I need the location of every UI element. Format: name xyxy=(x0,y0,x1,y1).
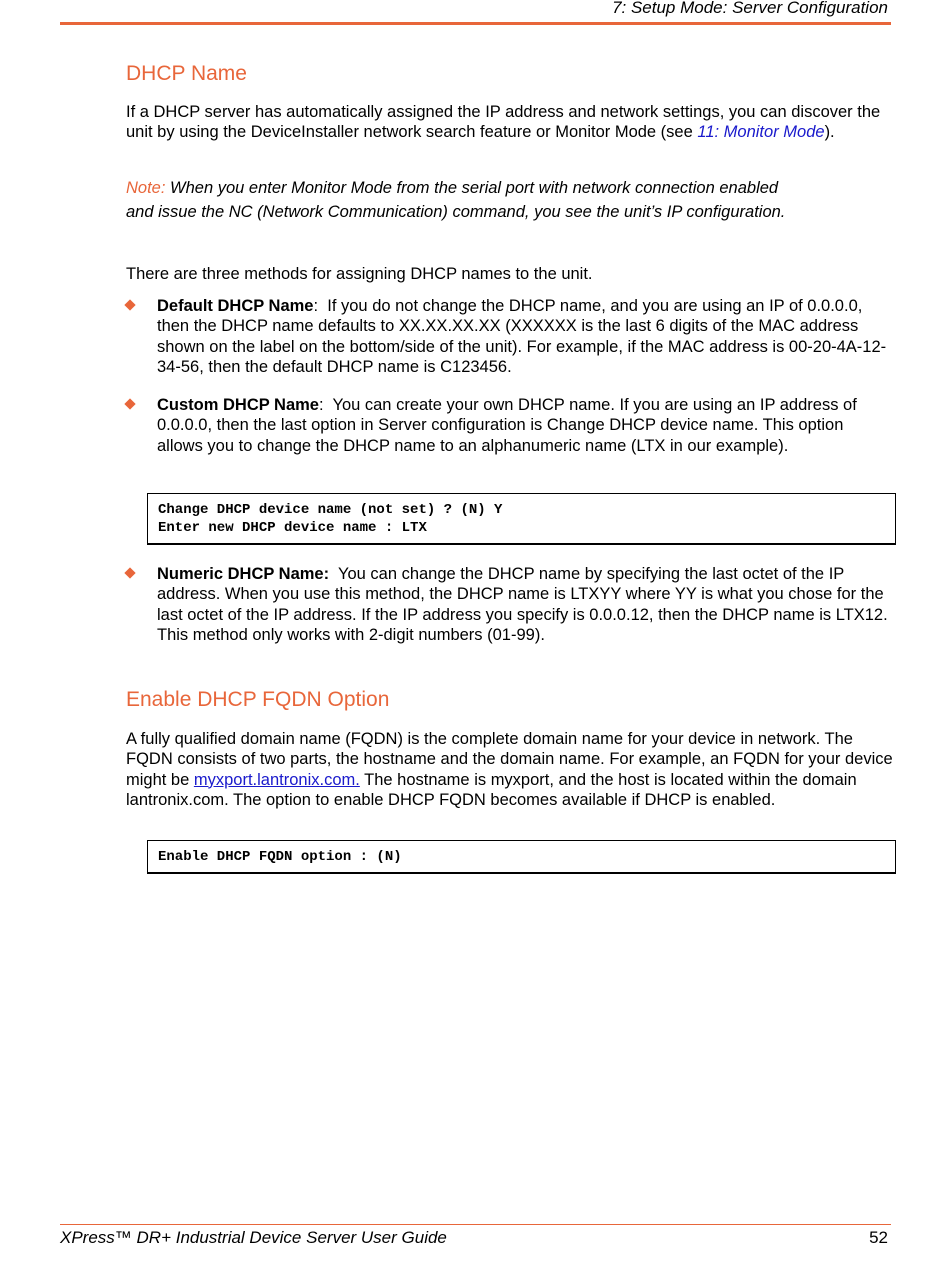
fqdn-section xyxy=(126,688,896,712)
monitor-mode-link[interactable]: 11: Monitor Mode xyxy=(697,123,825,142)
bullet-title: Numeric DHCP Name: xyxy=(157,565,330,583)
diamond-bullet-icon xyxy=(124,398,135,409)
dhcp-name-section xyxy=(126,62,896,86)
code-block-dhcp-name xyxy=(147,493,896,545)
note-text: When you enter Monitor Mode from the serial port with network connection enabled and issue the NC (Network Communication) command, you see the unit’s IP configuration. xyxy=(126,179,786,221)
fqdn-text-2: The hostname is myxport, and the host is located within the domain lantronix.com. The option to enable DHCP FQDN becomes available if DHCP is enabled. xyxy=(126,770,857,809)
page-number: 52 xyxy=(869,1228,888,1247)
note-paragraph xyxy=(126,177,806,224)
methods-intro-text: There are three methods for assigning DHCP names to the unit. xyxy=(126,265,593,283)
note-label: Note: xyxy=(126,179,166,197)
bullet-text: You can change the DHCP name by specifying the last octet of the IP address. When you use this method, the DHCP name is LTXYY where YY is what you chose for the last octet of the IP address. If the IP address you specify is 0.0.0.12, then the DHCP name is LTX12. This method only works with 2-digit numbers (01-99). xyxy=(157,565,888,644)
code-line: Enter new DHCP device name : LTX xyxy=(158,520,427,536)
code-line: Enable DHCP FQDN option : (N) xyxy=(158,849,402,865)
footer-rule xyxy=(60,1224,891,1225)
list-item xyxy=(126,564,896,645)
intro-text-2: ). xyxy=(824,123,835,142)
diamond-bullet-icon xyxy=(124,299,135,310)
fqdn-text-1: A fully qualified domain name (FQDN) is the complete domain name for your device in network. The FQDN consists of two parts, the hostname and the domain name. For example, an FQDN for your device might be xyxy=(126,730,893,789)
fqdn-heading: Enable DHCP FQDN Option xyxy=(126,688,390,711)
bullet-text: If you do not change the DHCP name, and you are using an IP of 0.0.0.0, then the DHCP name defaults to XX.XX.XX.XX (XXXXXX is the last 6 digits of the MAC address shown on the label on the bottom/side of the unit). For example, if the MAC address is 00-20-4A-12-34-56, then the default DHCP name is C123456. xyxy=(157,297,887,376)
dhcp-name-heading: DHCP Name xyxy=(126,62,247,85)
page-header-text: 7: Setup Mode: Server Configuration xyxy=(612,0,888,17)
list-item xyxy=(126,296,896,377)
footer-title: XPress™ DR+ Industrial Device Server User Guide xyxy=(60,1228,447,1247)
lantronix-link[interactable]: myxport.lantronix.com. xyxy=(193,770,360,789)
code-block-fqdn xyxy=(147,840,896,874)
list-item xyxy=(126,395,896,456)
bullet-text: You can create your own DHCP name. If you are using an IP address of 0.0.0.0, then the last option in Server configuration is Change DHCP device name. This option allows you to change the DHCP name to an alphanumeric name (LTX in our example). xyxy=(157,396,857,455)
diamond-bullet-icon xyxy=(124,567,135,578)
bullet-title: Default DHCP Name xyxy=(157,297,314,315)
bullet-title: Custom DHCP Name xyxy=(157,396,319,414)
dhcp-intro-paragraph xyxy=(126,102,896,143)
bullet-sep: : xyxy=(313,297,328,315)
header-rule xyxy=(60,22,891,25)
methods-intro xyxy=(126,264,896,284)
code-line: Change DHCP device name (not set) ? (N) Y xyxy=(158,502,503,518)
bullet-sep: : xyxy=(318,396,333,414)
intro-text-1: If a DHCP server has automatically assigned the IP address and network settings, you can discover the unit by using the DeviceInstaller network search feature or Monitor Mode (see xyxy=(126,103,881,142)
bullet-sep xyxy=(329,565,338,583)
fqdn-paragraph xyxy=(126,729,896,810)
